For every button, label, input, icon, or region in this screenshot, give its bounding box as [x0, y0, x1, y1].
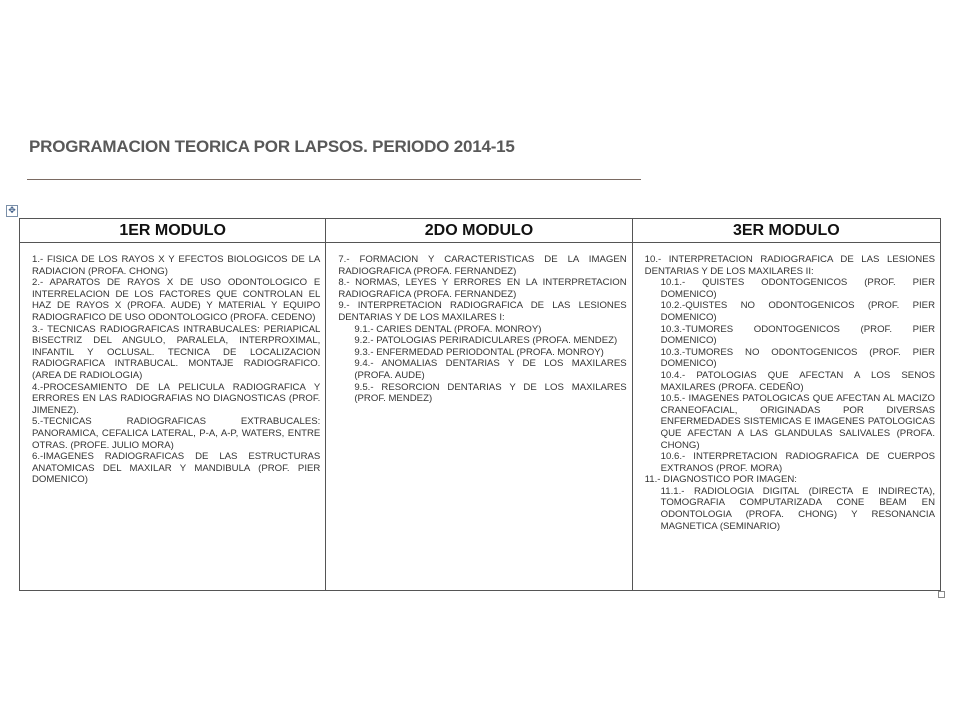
module-3-cell [632, 243, 940, 591]
list-item: 9.1.- CARIES DENTAL (PROFA. MONROY) [354, 323, 542, 335]
list-item: 6.-IMAGENES RADIOGRAFICAS DE LAS ESTRUCTURAS ANATOMICAS DEL MAXILAR Y MANDIBULA (PROF. PIER DOMENICO) [32, 451, 321, 486]
page-title: PROGRAMACION TEORICA POR LAPSOS. PERIODO 2014-15 [29, 137, 515, 156]
list-item: 2.- APARATOS DE RAYOS X DE USO ODONTOLOGICO E INTERRELACION DE LOS FACTORES QUE CONTROLAN EL HAZ DE RAYOS X (PROFA. AUDE) Y MATERIAL Y EQUIPO RADIOGRAFICO DE USO ODONTOLOGICO (PROFA. CEDENO) [32, 277, 321, 323]
list-item: 9.3.- ENFERMEDAD PERIODONTAL (PROFA. MONROY) [354, 346, 604, 358]
list-item: 10.3.-TUMORES ODONTOGENICOS (PROF. PIER DOMENICO) [660, 323, 935, 347]
list-item: 7.- FORMACION Y CARACTERISTICAS DE LA IMAGEN RADIOGRAFICA (PROFA. FERNANDEZ) [338, 254, 627, 277]
module-2-cell [326, 243, 632, 591]
list-item: 9.5.- RESORCION DENTARIAS Y DE LOS MAXILARES (PROF. MENDEZ) [354, 381, 627, 405]
list-item: 10.2.-QUISTES NO ODONTOGENICOS (PROF. PIER DOMENICO) [660, 300, 935, 323]
title-underline [27, 179, 641, 180]
module-header: 1ER MODULO [20, 219, 326, 243]
list-item: 9.- INTERPRETACION RADIOGRAFICA DE LAS LESIONES DENTARIAS Y DE LOS MAXILARES I: [338, 300, 627, 323]
list-item: 11.1.- RADIOLOGIA DIGITAL (DIRECTA E INDIRECTA), TOMOGRAFIA COMPUTARIZADA CONE BEAM EN ODONTOLOGIA (PROFA. CHONG) Y RESONANCIA MAGNETICA (SEMINARIO) [660, 485, 935, 532]
list-item: 4.-PROCESAMIENTO DE LA PELICULA RADIOGRAFICA Y ERRORES EN LAS RADIOGRAFIAS NO DIAGNOSTICAS (PROF. JIMENEZ). [32, 381, 321, 416]
content-row [20, 243, 941, 591]
module-header: 2DO MODULO [326, 219, 632, 243]
list-item: 9.2.- PATOLOGIAS PERIRADICULARES (PROFA. MENDEZ) [354, 335, 618, 347]
list-item: 10.3.-TUMORES NO ODONTOGENICOS (PROF. PIER DOMENICO) [660, 346, 935, 370]
module-header: 3ER MODULO [632, 219, 940, 243]
module-1-cell [20, 243, 326, 591]
list-item: 9.4.- ANOMALIAS DENTARIAS Y DE LOS MAXILARES (PROFA. AUDE) [354, 358, 627, 381]
list-item: 10.- INTERPRETACION RADIOGRAFICA DE LAS LESIONES DENTARIAS Y DE LOS MAXILARES II: [644, 254, 935, 277]
list-item: 10.6.- INTERPRETACION RADIOGRAFICA DE CUERPOS EXTRANOS (PROF. MORA) [660, 451, 935, 474]
list-item: 10.1.- QUISTES ODONTOGENICOS (PROF. PIER DOMENICO) [660, 277, 935, 300]
list-item: 1.- FISICA DE LOS RAYOS X Y EFECTOS BIOLOGICOS DE LA RADIACION (PROFA. CHONG) [32, 254, 321, 277]
table-move-handle-icon[interactable]: ✥ [6, 205, 18, 217]
list-item: 3.- TECNICAS RADIOGRAFICAS INTRABUCALES: PERIAPICAL BISECTRIZ DEL ANGULO, PARALELA, INTERPROXIMAL, INFANTIL Y OCLUSAL. TECNICA DE LOCALIZACION RADIOGRAFICA INTRABUCAL. MONTAJE RADIOGRAFICO. (AREA DE RADIOLOGIA) [32, 323, 321, 381]
list-item: 11.- DIAGNOSTICO POR IMAGEN: [644, 474, 797, 486]
list-item: 8.- NORMAS, LEYES Y ERRORES EN LA INTERPRETACION RADIOGRAFICA (PROFA. FERNANDEZ) [338, 277, 627, 300]
header-row [20, 219, 941, 243]
list-item: 10.5.- IMAGENES PATOLOGICAS QUE AFECTAN AL MACIZO CRANEOFACIAL, ORIGINADAS POR DIVERSAS ENFERMEDADES SISTEMICAS E IMAGENES PATOLOGICAS QUE AFECTAN A LAS GLANDULAS SALIVALES (PROFA. CHONG) [660, 393, 935, 451]
modules-table [19, 218, 941, 591]
list-item: 10.4.- PATOLOGIAS QUE AFECTAN A LOS SENOS MAXILARES (PROFA. CEDEÑO) [660, 369, 935, 393]
table-resize-handle[interactable] [938, 591, 945, 598]
list-item: 5.-TECNICAS RADIOGRAFICAS EXTRABUCALES: PANORAMICA, CEFALICA LATERAL, P-A, A-P, WATERS, ENTRE OTRAS. (PROFE. JULIO MORA) [32, 416, 321, 451]
